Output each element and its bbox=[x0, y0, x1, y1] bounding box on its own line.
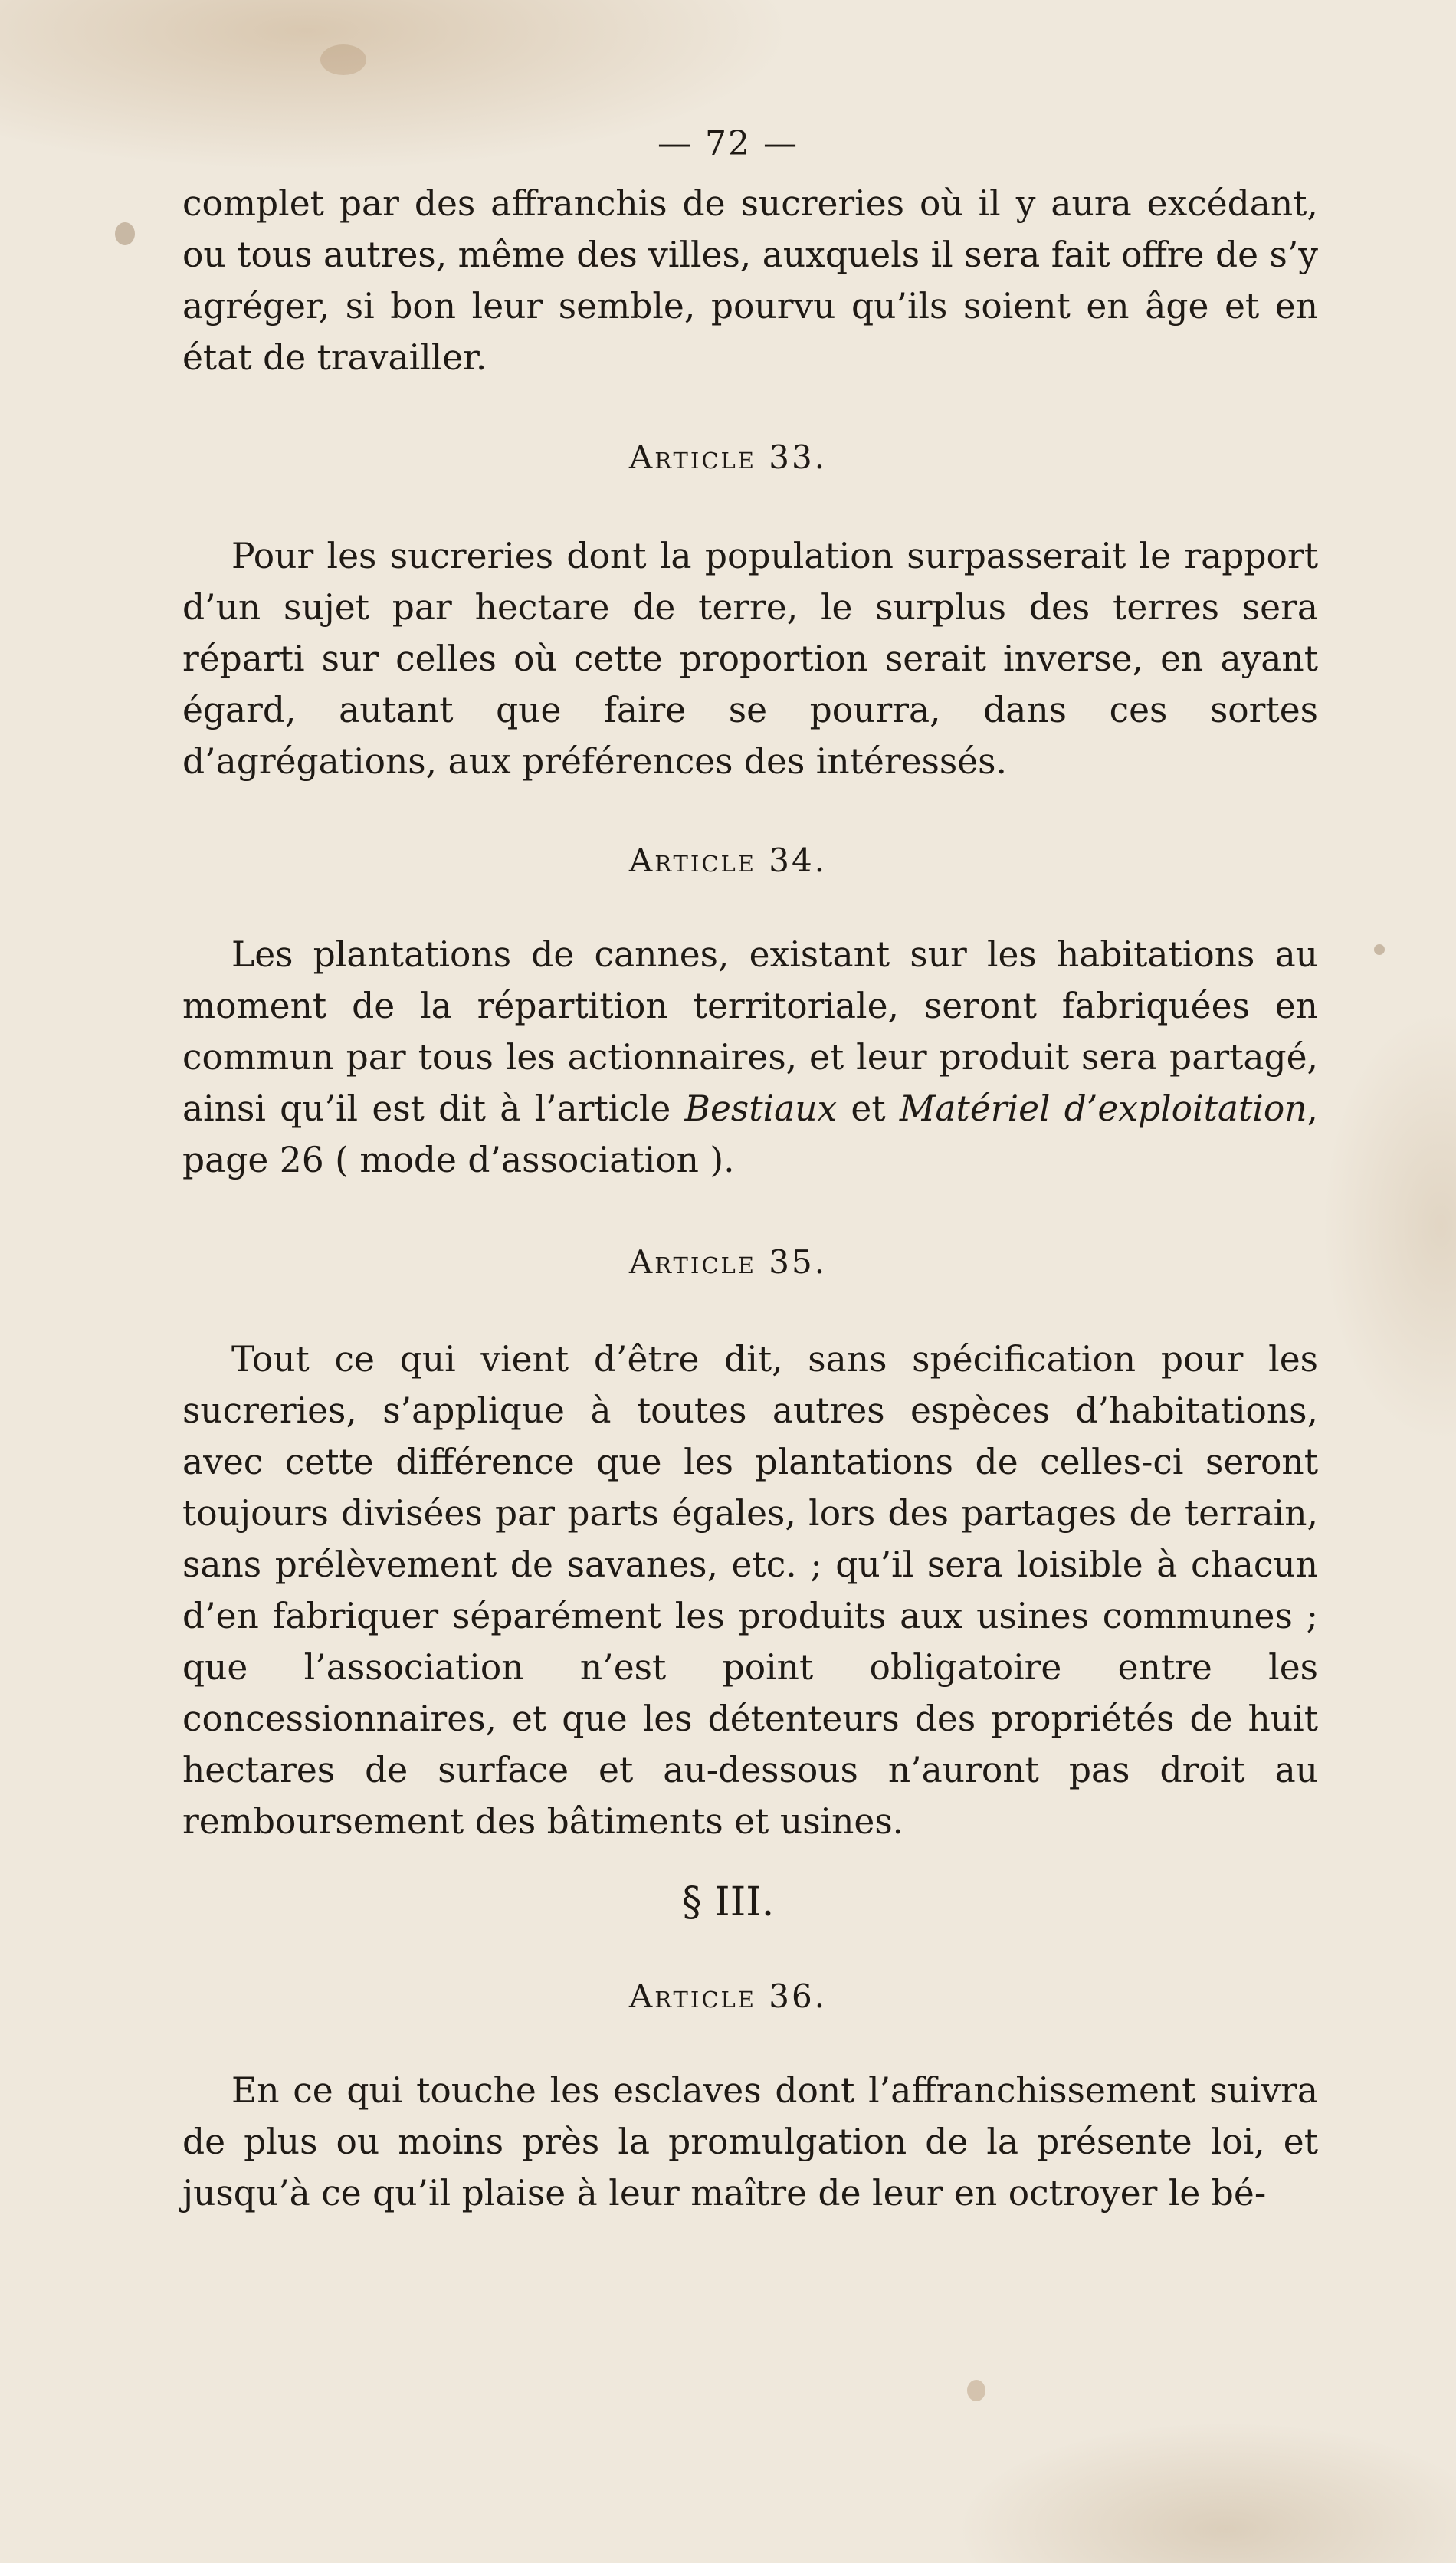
section-heading: § III. bbox=[681, 1879, 775, 1925]
foxing-stain bbox=[320, 44, 366, 75]
article-33-text: Pour les sucreries dont la population surpasserait le rapport d’un sujet par hectare de terre, le surplus des terres sera réparti sur celles où cette proportion serait inverse, en ayant égard, autant que faire se pourra, dans ces sortes d’agrégations, aux préférences des intéressés. bbox=[182, 536, 1318, 782]
page-number: — 72 — bbox=[657, 124, 799, 163]
paragraph-continuation: complet par des affranchis de sucreries où il y aura excédant, ou tous autres, même des villes, auxquels il sera fait offre de s’y agréger, si bon leur semble, pourvu qu’ils soient en âge et en état de travailler. bbox=[182, 183, 1318, 378]
article-35-text: Tout ce qui vient d’être dit, sans spécification pour les sucreries, s’applique à toutes autres espèces d’habitations, avec cette différence que les plantations de celles-ci seront toujours divisées par parts égales, lors des partages de terrain, sans prélèvement de savanes, etc. ; qu’il sera loisible à chacun d’en fabriquer séparément les produits aux usines communes ; que l’association n’est point obligatoire entre les concessionnaires, et que les détenteurs des propriétés de huit hectares de surface et au-dessous n’auront pas droit au remboursement des bâtiments et usines. bbox=[182, 1339, 1318, 1842]
article-36-text: En ce qui touche les esclaves dont l’affranchissement suivra de plus ou moins près la promulgation de la présente loi, et jusqu’à ce qu’il plaise à leur maître de leur en octroyer le bé- bbox=[182, 2070, 1318, 2214]
foxing-stain bbox=[967, 2380, 985, 2401]
article-34-text-a: Les plantations de cannes, existant sur les habitations au moment de la répartition territoriale, seront fabriquées en commun par tous les actionnaires, et leur produit sera partagé, ainsi qu’il est dit à l’article bbox=[182, 934, 1318, 1129]
article-36-heading: Article 36. bbox=[628, 1977, 828, 2015]
article-34-text bbox=[182, 929, 1318, 1186]
article-34-heading: Article 34. bbox=[628, 842, 828, 879]
article-34-text-c: , page 26 ( mode d’association ). bbox=[182, 1088, 1318, 1180]
article-34-italic-materiel: Matériel d’exploitation bbox=[899, 1088, 1307, 1129]
article-35-heading: Article 35. bbox=[628, 1243, 828, 1281]
foxing-stain bbox=[115, 222, 135, 245]
article-34-italic-bestiaux: Bestiaux bbox=[684, 1088, 838, 1129]
foxing-stain bbox=[1374, 944, 1385, 955]
article-34-text-b: et bbox=[837, 1088, 900, 1129]
article-33-heading: Article 33. bbox=[628, 438, 828, 476]
